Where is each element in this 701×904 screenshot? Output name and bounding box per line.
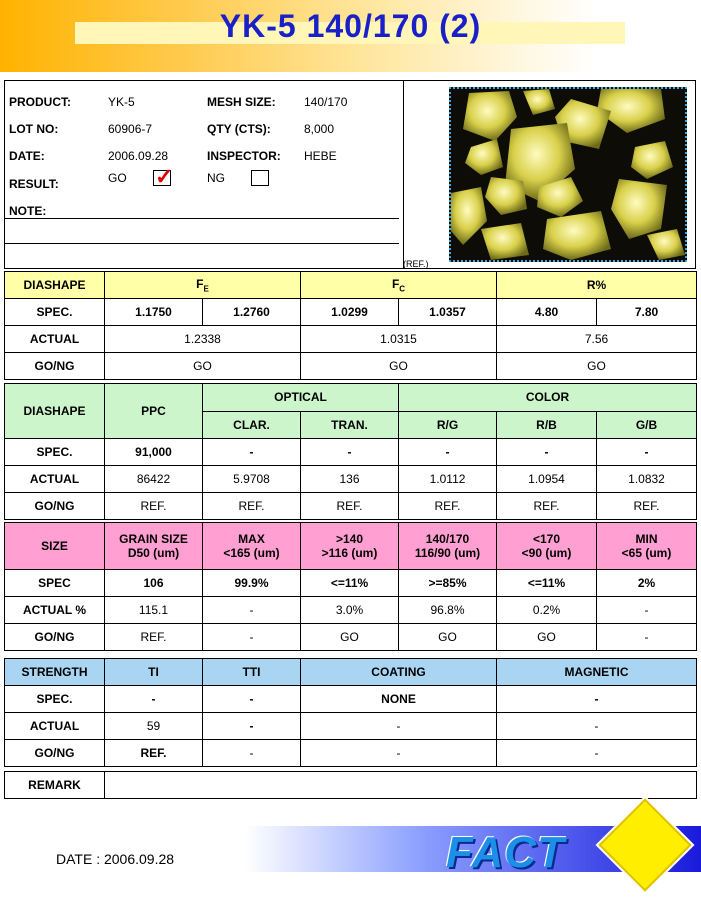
size-col-header: GRAIN SIZE D50 (um)	[105, 523, 203, 570]
spec-cell: 1.1750	[105, 299, 203, 326]
product-value: YK-5	[108, 95, 135, 109]
ng-checkbox[interactable]	[251, 170, 269, 186]
tran-header: TRAN.	[301, 411, 399, 439]
actual-cell: 1.0315	[301, 326, 497, 353]
ref-label: (REF.)	[403, 259, 429, 269]
remark-field[interactable]	[105, 772, 697, 799]
info-panel	[4, 80, 696, 269]
gong-cell: GO	[497, 624, 597, 651]
fe-header: $F_E$	[105, 272, 301, 299]
gong-cell: -	[203, 624, 301, 651]
strength-table	[4, 658, 697, 767]
ng-label: NG	[207, 171, 225, 185]
lot-label: LOT NO:	[9, 122, 59, 136]
spec-label: SPEC	[5, 570, 105, 597]
optical-color-table	[4, 383, 697, 520]
actual-cell: -	[301, 713, 497, 740]
spec-cell: <=11%	[497, 570, 597, 597]
qty-label: QTY (CTS):	[207, 122, 271, 136]
footer-date: DATE : 2006.09.28	[56, 851, 175, 867]
magnetic-header: MAGNETIC	[497, 659, 697, 686]
spec-cell: -	[203, 439, 301, 466]
gong-cell: REF.	[105, 740, 203, 767]
spec-cell: 4.80	[497, 299, 597, 326]
tti-header: TTI	[203, 659, 301, 686]
actual-cell: 5.9708	[203, 466, 301, 493]
spec-cell: 106	[105, 570, 203, 597]
spec-cell: -	[203, 686, 301, 713]
spec-cell: NONE	[301, 686, 497, 713]
date-value: 2006.09.28	[108, 149, 169, 163]
mesh-size-label: MESH SIZE:	[207, 95, 276, 109]
spec-cell: 91,000	[105, 439, 203, 466]
size-col-header: >140 >116 (um)	[301, 523, 399, 570]
size-col-header: MAX <165 (um)	[203, 523, 301, 570]
actual-cell: 136	[301, 466, 399, 493]
inspector-label: INSPECTOR:	[207, 149, 281, 163]
size-col-header: MIN <65 (um)	[597, 523, 697, 570]
diamond-crystals-image	[451, 89, 685, 260]
gong-label: GO/NG	[5, 740, 105, 767]
strength-header: STRENGTH	[5, 659, 105, 686]
size-col-header: <170 <90 (um)	[497, 523, 597, 570]
gong-cell: REF.	[301, 493, 399, 520]
inspector-value: HEBE	[304, 149, 337, 163]
qty-value: 8,000	[304, 122, 335, 136]
diamond-logo-icon	[598, 798, 691, 891]
spec-label: SPEC.	[5, 439, 105, 466]
spec-label: SPEC.	[5, 299, 105, 326]
gong-cell: -	[597, 624, 697, 651]
actual-cell: 96.8%	[399, 597, 497, 624]
gb-header: G/B	[597, 411, 697, 439]
spec-cell: -	[399, 439, 497, 466]
actual-label: ACTUAL	[5, 466, 105, 493]
optical-header: OPTICAL	[203, 384, 399, 412]
spec-cell: 1.0357	[399, 299, 497, 326]
actual-cell: 59	[105, 713, 203, 740]
gong-cell: REF.	[105, 624, 203, 651]
spec-cell: -	[497, 439, 597, 466]
gong-label: GO/NG	[5, 493, 105, 520]
spec-cell: 99.9%	[203, 570, 301, 597]
actual-cell: 1.2338	[105, 326, 301, 353]
diamond-grain-photo	[449, 87, 687, 262]
gong-cell: GO	[399, 624, 497, 651]
lot-value: 60906-7	[108, 122, 153, 136]
spec-cell: 7.80	[597, 299, 697, 326]
actual-cell: 7.56	[497, 326, 697, 353]
spec-label: SPEC.	[5, 686, 105, 713]
gong-cell: GO	[301, 624, 399, 651]
gong-cell: REF.	[203, 493, 301, 520]
spec-cell: <=11%	[301, 570, 399, 597]
diashape-header: DIASHAPE	[5, 384, 105, 439]
remark-label: REMARK	[5, 772, 105, 799]
actual-cell: -	[203, 597, 301, 624]
size-table	[4, 522, 697, 651]
rb-header: R/B	[497, 411, 597, 439]
gong-cell: GO	[105, 353, 301, 380]
coating-header: COATING	[301, 659, 497, 686]
r-percent-header: R%	[497, 272, 697, 299]
actual-cell: -	[497, 713, 697, 740]
note-label: NOTE:	[9, 204, 47, 218]
actual-cell: 1.0954	[497, 466, 597, 493]
note-line-1	[5, 218, 399, 219]
diashape-table	[4, 271, 697, 380]
actual-label: ACTUAL	[5, 713, 105, 740]
size-header: SIZE	[5, 523, 105, 570]
gong-cell: GO	[497, 353, 697, 380]
actual-cell: 1.0832	[597, 466, 697, 493]
spec-cell: >=85%	[399, 570, 497, 597]
gong-label: GO/NG	[5, 624, 105, 651]
actual-label: ACTUAL %	[5, 597, 105, 624]
actual-label: ACTUAL	[5, 326, 105, 353]
gong-cell: REF.	[597, 493, 697, 520]
actual-cell: -	[597, 597, 697, 624]
actual-cell: 1.0112	[399, 466, 497, 493]
spec-cell: 1.0299	[301, 299, 399, 326]
note-line-2	[5, 243, 399, 244]
date-label: DATE:	[9, 149, 45, 163]
actual-cell: 3.0%	[301, 597, 399, 624]
diashape-header: DIASHAPE	[5, 272, 105, 299]
check-mark-icon: ✓	[155, 164, 174, 189]
gong-cell: GO	[301, 353, 497, 380]
gong-cell: REF.	[105, 493, 203, 520]
gong-cell: REF.	[497, 493, 597, 520]
size-col-header: 140/170 116/90 (um)	[399, 523, 497, 570]
gong-cell: -	[203, 740, 301, 767]
rg-header: R/G	[399, 411, 497, 439]
gong-cell: REF.	[399, 493, 497, 520]
product-label: PRODUCT:	[9, 95, 71, 109]
clar-header: CLAR.	[203, 411, 301, 439]
color-header: COLOR	[399, 384, 697, 412]
gong-cell: -	[497, 740, 697, 767]
ti-header: TI	[105, 659, 203, 686]
mesh-size-value: 140/170	[304, 95, 348, 109]
spec-cell: -	[597, 439, 697, 466]
ppc-header: PPC	[105, 384, 203, 439]
actual-cell: 0.2%	[497, 597, 597, 624]
spec-cell: 1.2760	[203, 299, 301, 326]
spec-cell: -	[105, 686, 203, 713]
go-label: GO	[108, 171, 127, 185]
remark-table	[4, 771, 697, 799]
actual-cell: 86422	[105, 466, 203, 493]
actual-cell: 115.1	[105, 597, 203, 624]
info-divider	[403, 81, 404, 269]
fact-logo: FACT	[446, 828, 565, 877]
result-label: RESULT:	[9, 177, 59, 191]
gong-label: GO/NG	[5, 353, 105, 380]
spec-cell: -	[301, 439, 399, 466]
page-title: YK-5 140/170 (2)	[219, 8, 482, 44]
spec-cell: 2%	[597, 570, 697, 597]
spec-cell: -	[497, 686, 697, 713]
gong-cell: -	[301, 740, 497, 767]
fc-header: $F_C$	[301, 272, 497, 299]
actual-cell: -	[203, 713, 301, 740]
